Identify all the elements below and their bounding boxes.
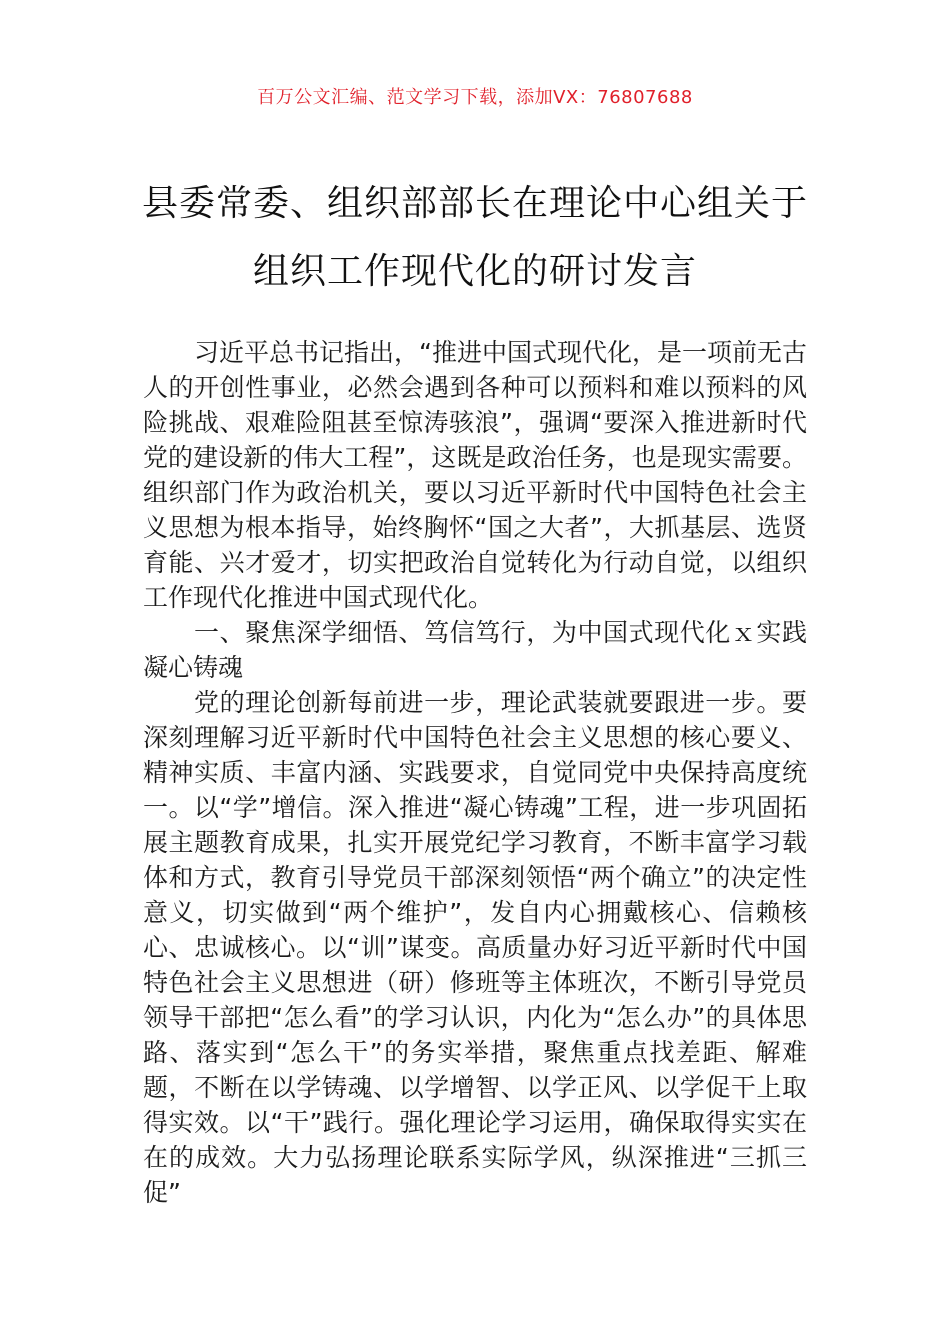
document-body xyxy=(143,335,807,1210)
document-title-line-2: 组织工作现代化的研讨发言 xyxy=(252,251,697,292)
document-title-line-1: 县委常委、组织部部长在理论中心组关于 xyxy=(141,183,808,224)
watermark-text: 百万公文汇编、范文学习下载，添加VX：76807688 xyxy=(257,87,693,108)
intro-paragraph: 习近平总书记指出，“推进中国式现代化，是一项前无古人的开创性事业，必然会遇到各种可以预料和难以预料的风险挑战、艰难险阻甚至惊涛骇浪”，强调“要深入推进新时代党的建设新的伟大工程”，这既是政治任务，也是现实需要。组织部门作为政治机关，要以习近平新时代中国特色社会主义思想为根本指导，始终胸怀“国之大者”，大抓基层、选贤育能、兴才爱才，切实把政治自觉转化为行动自觉，以组织工作现代化推进中国式现代化。 xyxy=(143,338,807,612)
section-1-heading: 一、聚焦深学细悟、笃信笃行，为中国式现代化ｘ实践凝心铸魂 xyxy=(143,618,807,682)
section-1-paragraph: 党的理论创新每前进一步，理论武装就要跟进一步。要深刻理解习近平新时代中国特色社会主义思想的核心要义、精神实质、丰富内涵、实践要求，自觉同党中央保持高度统一。以“学”增信。深入推进“凝心铸魂”工程，进一步巩固拓展主题教育成果，扎实开展党纪学习教育，不断丰富学习载体和方式，教育引导党员干部深刻领悟“两个确立”的决定性意义，切实做到“两个维护”，发自内心拥戴核心、信赖核心、忠诚核心。以“训”谋变。高质量办好习近平新时代中国特色社会主义思想进（研）修班等主体班次，不断引导党员领导干部把“怎么看”的学习认识，内化为“怎么办”的具体思路、落实到“怎么干”的务实举措，聚焦重点找差距、解难题，不断在以学铸魂、以学增智、以学正风、以学促干上取得实效。以“干”践行。强化理论学习运用，确保取得实实在在的成效。大力弘扬理论联系实际学风，纵深推进“三抓三促” xyxy=(143,688,807,1207)
